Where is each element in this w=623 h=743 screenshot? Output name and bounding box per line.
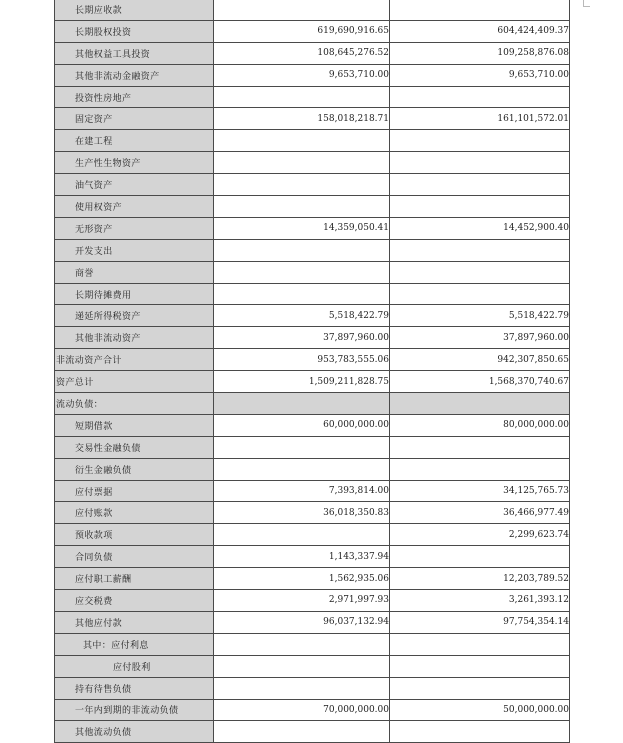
period-end-value: 108,645,276.52 — [214, 42, 390, 64]
period-end-value: 158,018,218.71 — [214, 108, 390, 130]
row-label-cell — [55, 108, 214, 130]
period-end-value — [214, 721, 390, 743]
table-row — [55, 524, 570, 546]
table-row — [55, 0, 570, 20]
row-label-cell — [55, 393, 214, 415]
period-end-value — [214, 677, 390, 699]
table-row — [55, 20, 570, 42]
period-end-value: 96,037,132.94 — [214, 611, 390, 633]
period-begin-value — [390, 546, 570, 568]
period-begin-value — [390, 130, 570, 152]
row-label: 使用权资产 — [75, 202, 123, 213]
row-label-cell — [55, 64, 214, 86]
table-row — [55, 568, 570, 590]
table-row — [55, 130, 570, 152]
table-row — [55, 436, 570, 458]
period-begin-value: 109,258,876.08 — [390, 42, 570, 64]
period-end-value: 953,783,555.06 — [214, 349, 390, 371]
row-label: 长期待摊费用 — [75, 290, 132, 301]
table-row — [55, 371, 570, 393]
row-label: 交易性金融负债 — [75, 443, 141, 454]
period-end-value — [214, 174, 390, 196]
row-label-cell — [55, 611, 214, 633]
table-row — [55, 174, 570, 196]
row-label: 其他非流动资产 — [75, 334, 141, 345]
table-row — [55, 86, 570, 108]
period-begin-value: 942,307,850.65 — [390, 349, 570, 371]
period-end-value — [214, 458, 390, 480]
row-label-cell — [55, 480, 214, 502]
row-label-cell — [55, 699, 214, 721]
period-begin-value — [390, 174, 570, 196]
period-begin-value: 97,754,354.14 — [390, 611, 570, 633]
period-end-value: 1,562,935.06 — [214, 568, 390, 590]
period-begin-value: 9,653,710.00 — [390, 64, 570, 86]
period-end-value — [214, 393, 390, 415]
table-row — [55, 611, 570, 633]
page-corner-mark — [583, 0, 590, 7]
table-row — [55, 283, 570, 305]
period-end-value — [214, 130, 390, 152]
row-label: 开发支出 — [75, 246, 113, 257]
period-end-value: 1,143,337.94 — [214, 546, 390, 568]
row-label-cell — [55, 524, 214, 546]
period-begin-value — [390, 458, 570, 480]
table-row — [55, 196, 570, 218]
row-label: 短期借款 — [75, 421, 113, 432]
table-row — [55, 546, 570, 568]
period-end-value — [214, 0, 390, 20]
row-label-cell — [55, 239, 214, 261]
period-begin-value — [390, 393, 570, 415]
table-row — [55, 108, 570, 130]
row-label: 生产性生物资产 — [75, 159, 141, 170]
row-label-cell — [55, 371, 214, 393]
period-end-value: 5,518,422.79 — [214, 305, 390, 327]
period-begin-value: 80,000,000.00 — [390, 414, 570, 436]
period-begin-value — [390, 239, 570, 261]
row-label-cell — [55, 261, 214, 283]
row-label-cell — [55, 42, 214, 64]
period-begin-value — [390, 86, 570, 108]
table-row — [55, 217, 570, 239]
table-row — [55, 42, 570, 64]
period-begin-value: 2,299,623.74 — [390, 524, 570, 546]
row-label-cell — [55, 677, 214, 699]
period-begin-value: 12,203,789.52 — [390, 568, 570, 590]
row-label-cell — [55, 283, 214, 305]
row-label: 其他应付款 — [75, 618, 123, 629]
table-row — [55, 64, 570, 86]
row-label-cell — [55, 196, 214, 218]
row-label: 应付账款 — [75, 509, 113, 520]
table-row — [55, 458, 570, 480]
period-begin-value — [390, 261, 570, 283]
table-row — [55, 152, 570, 174]
row-label: 其中：应付利息 — [83, 640, 149, 651]
period-begin-value — [390, 655, 570, 677]
row-label-cell — [55, 458, 214, 480]
period-begin-value: 604,424,409.37 — [390, 20, 570, 42]
period-begin-value — [390, 283, 570, 305]
period-begin-value: 36,466,977.49 — [390, 502, 570, 524]
table-row — [55, 721, 570, 743]
period-end-value: 37,897,960.00 — [214, 327, 390, 349]
row-label-cell — [55, 590, 214, 612]
period-end-value — [214, 261, 390, 283]
table-row — [55, 655, 570, 677]
table-row — [55, 502, 570, 524]
table-row — [55, 480, 570, 502]
table-row — [55, 414, 570, 436]
row-label: 在建工程 — [75, 137, 113, 148]
row-label: 应付职工薪酬 — [75, 575, 132, 586]
row-label-cell — [55, 568, 214, 590]
row-label-cell — [55, 502, 214, 524]
period-begin-value: 1,568,370,740.67 — [390, 371, 570, 393]
table-row — [55, 261, 570, 283]
table-row — [55, 699, 570, 721]
period-end-value: 36,018,350.83 — [214, 502, 390, 524]
period-end-value: 60,000,000.00 — [214, 414, 390, 436]
period-end-value — [214, 655, 390, 677]
period-end-value: 619,690,916.65 — [214, 20, 390, 42]
balance-sheet-body — [55, 0, 570, 743]
row-label-cell — [55, 633, 214, 655]
period-begin-value: 5,518,422.79 — [390, 305, 570, 327]
row-label-cell — [55, 327, 214, 349]
period-begin-value: 50,000,000.00 — [390, 699, 570, 721]
row-label-cell — [55, 546, 214, 568]
row-label-cell — [55, 436, 214, 458]
row-label: 其他流动负债 — [75, 728, 132, 739]
period-end-value — [214, 152, 390, 174]
balance-sheet-table — [54, 0, 570, 743]
row-label-cell — [55, 20, 214, 42]
period-begin-value: 3,261,393.12 — [390, 590, 570, 612]
row-label: 非流动资产合计 — [56, 356, 122, 367]
period-begin-value: 34,125,765.73 — [390, 480, 570, 502]
row-label-cell — [55, 0, 214, 20]
row-label-cell — [55, 152, 214, 174]
row-label: 其他权益工具投资 — [75, 49, 151, 60]
period-end-value — [214, 86, 390, 108]
row-label: 油气资产 — [75, 181, 113, 192]
row-label-cell — [55, 721, 214, 743]
table-row — [55, 677, 570, 699]
row-label-cell — [55, 86, 214, 108]
row-label: 衍生金融负债 — [75, 465, 132, 476]
row-label: 无形资产 — [75, 224, 113, 235]
period-end-value — [214, 524, 390, 546]
table-row — [55, 239, 570, 261]
period-end-value: 7,393,814.00 — [214, 480, 390, 502]
period-begin-value: 37,897,960.00 — [390, 327, 570, 349]
period-begin-value: 161,101,572.01 — [390, 108, 570, 130]
row-label: 投资性房地产 — [75, 93, 132, 104]
row-label: 合同负债 — [75, 553, 113, 564]
row-label: 流动负债： — [56, 399, 104, 410]
period-end-value: 14,359,050.41 — [214, 217, 390, 239]
row-label: 预收款项 — [75, 531, 113, 542]
row-label-cell — [55, 414, 214, 436]
period-begin-value: 14,452,900.40 — [390, 217, 570, 239]
period-begin-value — [390, 0, 570, 20]
row-label-cell — [55, 349, 214, 371]
period-end-value — [214, 283, 390, 305]
row-label: 资产总计 — [56, 378, 94, 389]
table-row — [55, 590, 570, 612]
period-end-value — [214, 633, 390, 655]
period-end-value — [214, 196, 390, 218]
period-begin-value — [390, 721, 570, 743]
period-end-value: 1,509,211,828.75 — [214, 371, 390, 393]
row-label: 应付票据 — [75, 487, 113, 498]
row-label-cell — [55, 174, 214, 196]
row-label: 长期应收款 — [75, 5, 123, 16]
table-row — [55, 349, 570, 371]
row-label-cell — [55, 217, 214, 239]
period-begin-value — [390, 677, 570, 699]
row-label: 持有待售负债 — [75, 684, 132, 695]
period-begin-value — [390, 196, 570, 218]
row-label: 固定资产 — [75, 115, 113, 126]
row-label-cell — [55, 130, 214, 152]
row-label: 应付股利 — [113, 662, 151, 673]
row-label: 商誉 — [75, 268, 94, 279]
table-row — [55, 327, 570, 349]
period-end-value: 9,653,710.00 — [214, 64, 390, 86]
row-label-cell — [55, 655, 214, 677]
row-label: 应交税费 — [75, 596, 113, 607]
period-end-value: 2,971,997.93 — [214, 590, 390, 612]
row-label: 长期股权投资 — [75, 27, 132, 38]
period-end-value: 70,000,000.00 — [214, 699, 390, 721]
period-begin-value — [390, 436, 570, 458]
period-begin-value — [390, 152, 570, 174]
row-label: 其他非流动金融资产 — [75, 71, 160, 82]
table-row — [55, 633, 570, 655]
period-end-value — [214, 436, 390, 458]
row-label-cell — [55, 305, 214, 327]
period-begin-value — [390, 633, 570, 655]
row-label: 递延所得税资产 — [75, 312, 141, 323]
row-label: 一年内到期的非流动负债 — [75, 706, 179, 717]
table-row — [55, 393, 570, 415]
period-end-value — [214, 239, 390, 261]
table-row — [55, 305, 570, 327]
